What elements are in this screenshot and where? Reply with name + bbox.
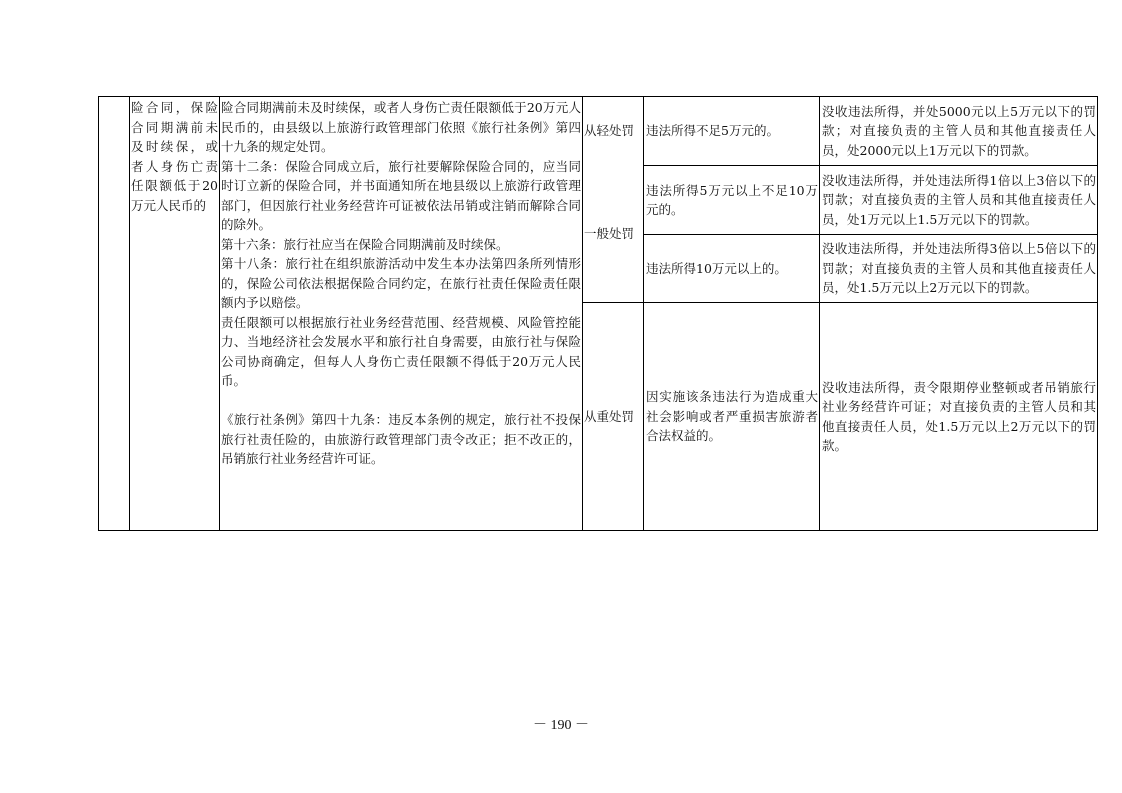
violation-item-text: 险合同，保险合同期满前未及时续保，或者人身伤亡责任限额低于20万元人民币的 xyxy=(131,100,218,213)
penalty-cell-heavy xyxy=(822,303,1096,530)
penalty-general-1: 没收违法所得，并处违法所得1倍以上3倍以下的罚款；对直接负责的主管人员和其他直接责任人员，处1万元以上1.5万元以下的罚款。 xyxy=(822,172,1096,227)
col-divider xyxy=(219,96,220,531)
legal-basis-cell xyxy=(221,98,581,469)
legal-basis-paragraph: 《旅行社条例》第四十九条：违反本条例的规定，旅行社不投保旅行社责任险的，由旅游行政管理部门责令改正；拒不改正的，吊销旅行社业务经营许可证。 xyxy=(221,412,581,466)
penalty-cell-general-2 xyxy=(822,235,1096,302)
level-cell-light xyxy=(584,97,642,165)
circumstance-cell-light xyxy=(646,97,818,165)
circumstance-light: 违法所得不足5万元的。 xyxy=(646,123,779,139)
col-divider xyxy=(819,96,820,531)
level-general: 一般处罚 xyxy=(584,226,635,242)
circumstance-general-2: 违法所得10万元以上的。 xyxy=(646,260,787,276)
level-heavy: 从重处罚 xyxy=(584,408,635,424)
level-cell-general xyxy=(584,166,642,302)
penalty-light: 没收违法所得，并处5000元以上5万元以下的罚款；对直接负责的主管人员和其他直接责任人员，处2000元以上1万元以下的罚款。 xyxy=(822,103,1096,158)
page-number: － 190 － xyxy=(533,718,589,733)
legal-basis-paragraph: 险合同期满前未及时续保，或者人身伤亡责任限额低于20万元人民币的，由县级以上旅游行政管理部门依照《旅行社条例》第四十九条的规定处罚。 xyxy=(221,100,581,154)
col-divider xyxy=(582,96,583,531)
legal-basis-paragraph: 第十二条：保险合同成立后，旅行社要解除保险合同的，应当同时订立新的保险合同，并书面通知所在地县级以上旅游行政管理部门，但因旅行社业务经营许可证被依法吊销或注销而解除合同的除外。 xyxy=(221,158,581,232)
level-light: 从轻处罚 xyxy=(584,123,635,139)
col-divider xyxy=(643,96,644,531)
legal-basis-paragraph: 第十八条：旅行社在组织旅游活动中发生本办法第四条所列情形的，保险公司依法根据保险合同约定，在旅行社责任保险责任限额内予以赔偿。 xyxy=(221,256,581,310)
penalty-heavy: 没收违法所得，责令限期停业整顿或者吊销旅行社业务经营许可证；对直接负责的主管人员和其他直接责任人员，处1.5万元以上2万元以下的罚款。 xyxy=(822,379,1096,453)
table-border-right xyxy=(1097,96,1098,531)
circumstance-cell-general-2 xyxy=(646,235,818,302)
level-cell-heavy xyxy=(584,303,642,530)
penalty-cell-general-1 xyxy=(822,166,1096,234)
legal-basis-paragraph: 责任限额可以根据旅行社业务经营范围、经营规模、风险管控能力、当地经济社会发展水平和旅行社自身需要，由旅行社与保险公司协商确定，但每人人身伤亡责任限额不得低于20万元人民币。 xyxy=(221,314,581,388)
table-border-bottom xyxy=(98,530,1098,531)
penalty-cell-light xyxy=(822,97,1096,165)
table-border-left xyxy=(98,96,99,531)
circumstance-heavy: 因实施该条违法行为造成重大社会影响或者严重损害旅游者合法权益的。 xyxy=(646,389,818,444)
circumstance-cell-heavy xyxy=(646,303,818,530)
violation-item-cell xyxy=(131,98,218,215)
legal-basis-paragraph: 第十六条：旅行社应当在保险合同期满前及时续保。 xyxy=(221,236,509,252)
circumstance-general-1: 违法所得5万元以上不足10万元的。 xyxy=(646,182,818,217)
circumstance-cell-general-1 xyxy=(646,166,818,234)
col-divider xyxy=(129,96,130,531)
penalty-general-2: 没收违法所得，并处违法所得3倍以上5倍以下的罚款；对直接负责的主管人员和其他直接责任人员，处1.5万元以上2万元以下的罚款。 xyxy=(822,241,1096,296)
